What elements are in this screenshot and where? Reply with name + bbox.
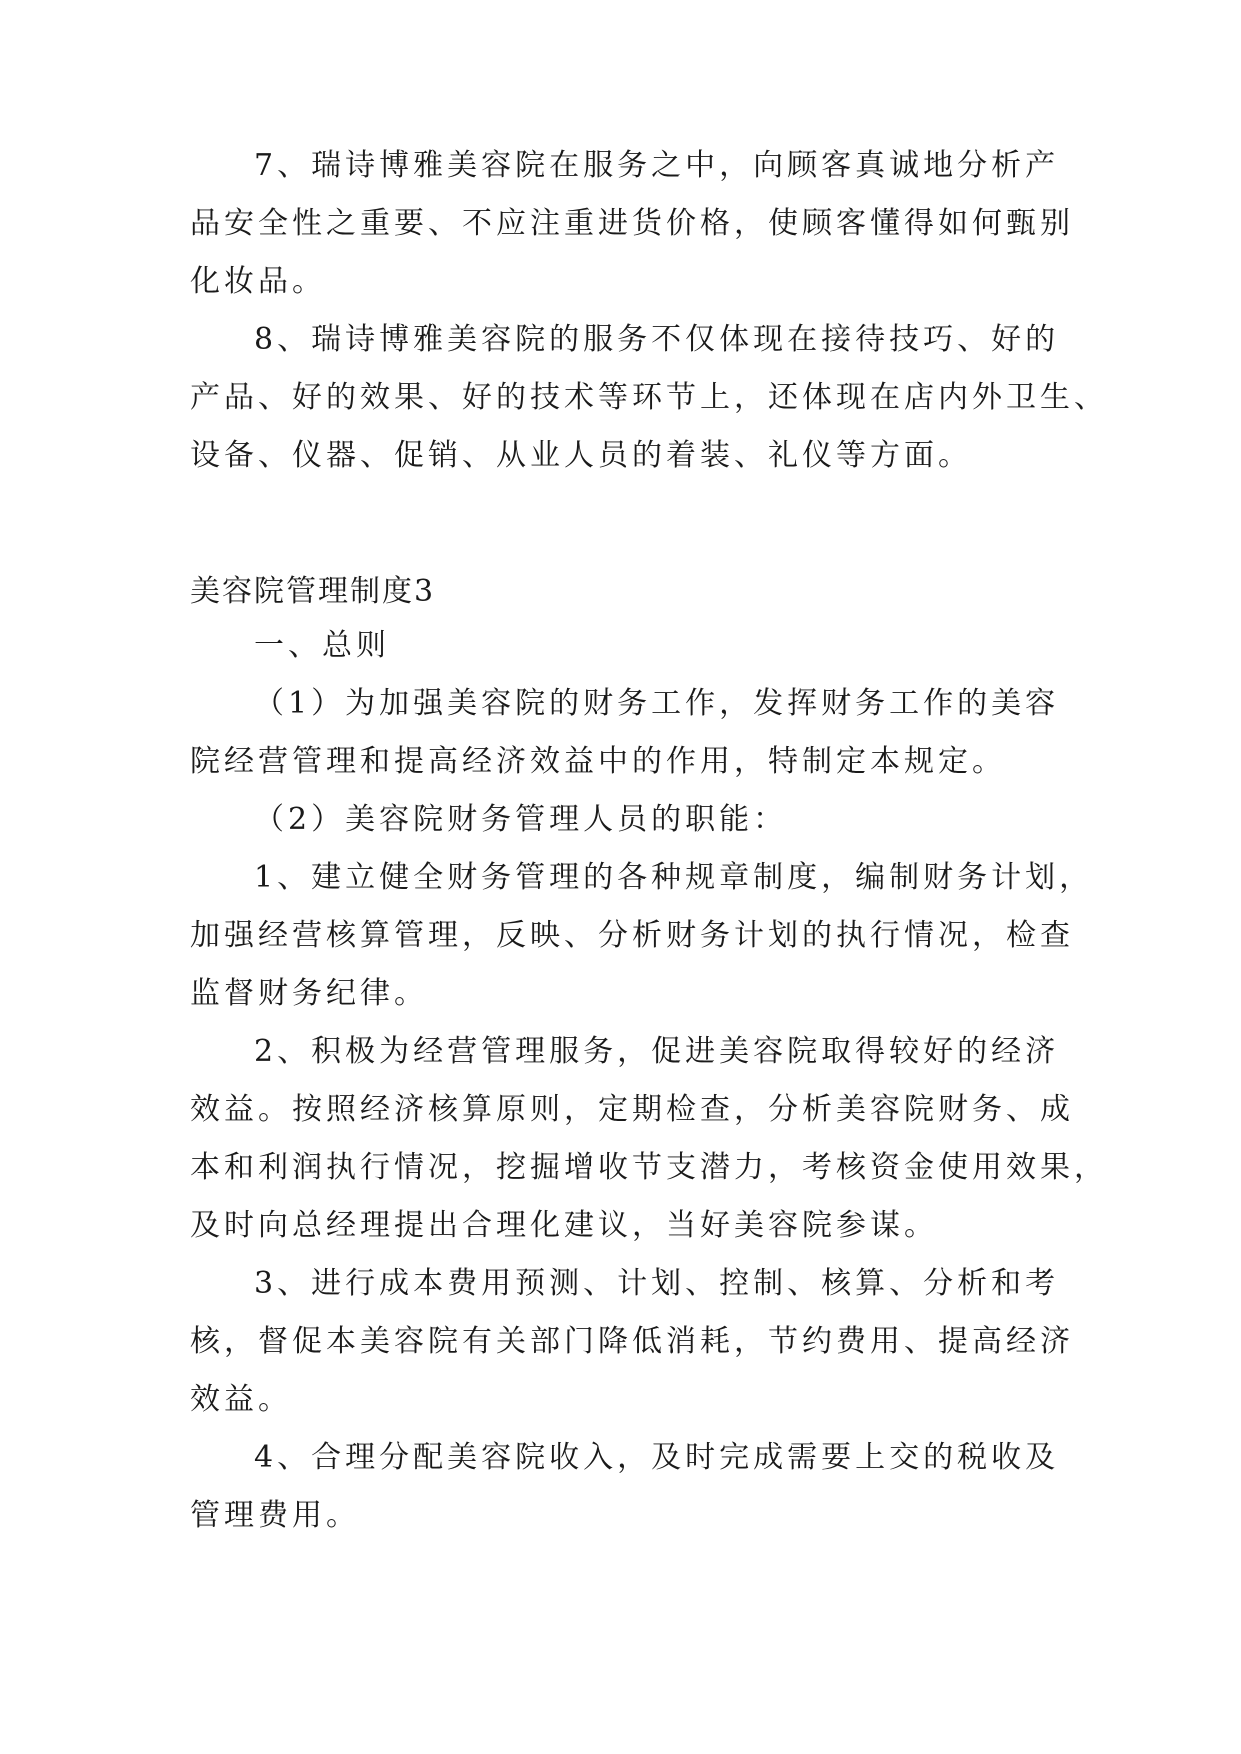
item7-line1: 7、瑞诗博雅美容院在服务之中，向顾客真诚地分析产 <box>254 148 1060 183</box>
clause1-line2: 院经营管理和提高经济效益中的作用，特制定本规定。 <box>190 744 1006 779</box>
chapter-heading: 一、总则 <box>254 628 390 663</box>
item1-line3: 监督财务纪律。 <box>190 976 428 1011</box>
item2-line3: 本和利润执行情况，挖掘增收节支潜力，考核资金使用效果， <box>190 1150 1108 1185</box>
clause1-line1: （1）为加强美容院的财务工作，发挥财务工作的美容 <box>254 686 1060 721</box>
item4-line1: 4、合理分配美容院收入，及时完成需要上交的税收及 <box>254 1440 1060 1475</box>
item7-line2: 品安全性之重要、不应注重进货价格，使顾客懂得如何甄别 <box>190 206 1074 241</box>
item8-line1: 8、瑞诗博雅美容院的服务不仅体现在接待技巧、好的 <box>254 322 1060 357</box>
item8-line2: 产品、好的效果、好的技术等环节上，还体现在店内外卫生、 <box>190 380 1108 415</box>
item4-line2: 管理费用。 <box>190 1498 360 1533</box>
item3-line2: 核，督促本美容院有关部门降低消耗，节约费用、提高经济 <box>190 1324 1074 1359</box>
section-title: 美容院管理制度3 <box>190 574 436 609</box>
item1-line2: 加强经营核算管理，反映、分析财务计划的执行情况，检查 <box>190 918 1074 953</box>
item8-line3: 设备、仪器、促销、从业人员的着装、礼仪等方面。 <box>190 438 972 473</box>
item2-line1: 2、积极为经营管理服务，促进美容院取得较好的经济 <box>254 1034 1060 1069</box>
item3-line1: 3、进行成本费用预测、计划、控制、核算、分析和考 <box>254 1266 1060 1301</box>
item2-line4: 及时向总经理提出合理化建议，当好美容院参谋。 <box>190 1208 938 1243</box>
clause2-line: （2）美容院财务管理人员的职能： <box>254 802 788 837</box>
item1-line1: 1、建立健全财务管理的各种规章制度，编制财务计划， <box>254 860 1094 895</box>
item7-line3: 化妆品。 <box>190 264 326 299</box>
item3-line3: 效益。 <box>190 1382 292 1417</box>
item2-line2: 效益。按照经济核算原则，定期检查，分析美容院财务、成 <box>190 1092 1074 1127</box>
